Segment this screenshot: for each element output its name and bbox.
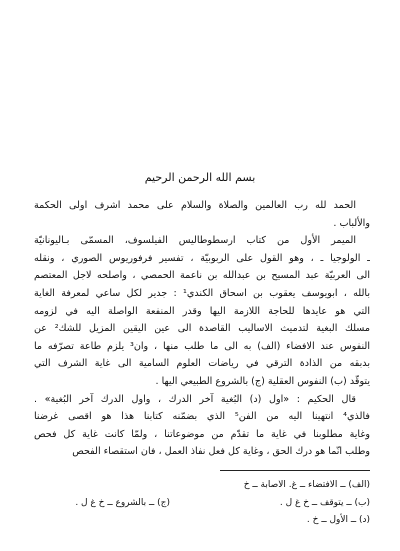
- footnote: (ب) ــ يتوقف ــ خ غ ل .: [279, 497, 370, 508]
- paragraph: [34, 232, 370, 390]
- footnote: (د) ــ الأول ــ خ .: [306, 515, 370, 525]
- footnote-separator: [220, 470, 370, 471]
- text-line: التي هو عايدها للحاجة اللازمة اليها وقدر المنفعة الواصلة اليه في لزومه: [34, 305, 370, 317]
- text-line: بدبقه من الذادة الترقي في رياضات العلوم السامية الى غاية الشرف التي: [34, 358, 370, 370]
- footnote: (الف) ــ الافتضاء ــ غ. الاصابة ــ خ: [243, 480, 370, 490]
- text-line: الميمر الأول من كتاب ارسطوطاليس الفيلسوف، المسمّى بـاليونانيّة: [34, 235, 356, 247]
- footnote: (ج) ــ بالشروع ــ خ غ ل .: [75, 497, 170, 508]
- text-line: الحمد لله رب العالمين والصلاة والسلام على محمد اشرف اولى الحكمة: [34, 200, 356, 211]
- footnotes: [30, 477, 370, 530]
- footnote-row: [30, 512, 370, 530]
- text-line: قال الحكيم : «اول (د) البُغية آخر الدرك ، واول الدرك آخر البُغية» .: [34, 393, 356, 405]
- text-line: ـ الولوجيا ـ ، وهو القول على الربوبيّة ، تفسير فرفوريوس الصوري ، ونقله: [34, 252, 370, 264]
- text-line: يتوقّد (ب) النفوس العقلية (ج) بالشروع الطبيعي اليها .: [155, 375, 370, 387]
- paragraph: [34, 391, 370, 461]
- basmala-heading: بسم الله الرحمن الرحيم: [144, 171, 256, 184]
- text-line: مسلك البغية لتدميث الاساليب القاصدة الى عين اليقين المزيل للشك² عن: [34, 323, 370, 335]
- text-line: فالذي⁴ انتهينا اليه من الفن⁵ الذي بضمّنه كتابنا هذا هو اقصى غرضنا: [34, 411, 370, 423]
- text-line: وطلب انّما هو درك الحق ، وغاية كل فعل نفاذ العمل ، فان استقصاء الفحص: [72, 446, 370, 458]
- text-line: بالله ، ابويوسف يعقوب بن اسحاق الكندي¹ : جدير لكل ساعي لمعرفة الغاية: [34, 287, 370, 299]
- text-line: والألباب .: [333, 217, 370, 229]
- text-line: النفوس عند الافضاء (الف) به الى ما طلب منها ، وان³ يلزم طاعة تصرّفه ما: [34, 340, 370, 352]
- footnote-row: [30, 477, 370, 495]
- body-text: [34, 197, 370, 461]
- paragraph: [34, 197, 370, 232]
- footnote-row: [30, 495, 370, 513]
- text-line: الى العربيّة عبد المسيح بن عبدالله بن ناعمة الحمصي ، واصلحه لاجل المعتصم: [34, 270, 370, 282]
- text-line: وغاية مطلوبنا في غاية ما تقدّم من موضوعاتنا ، ولمّا كانت غاية كل فحص: [34, 428, 370, 440]
